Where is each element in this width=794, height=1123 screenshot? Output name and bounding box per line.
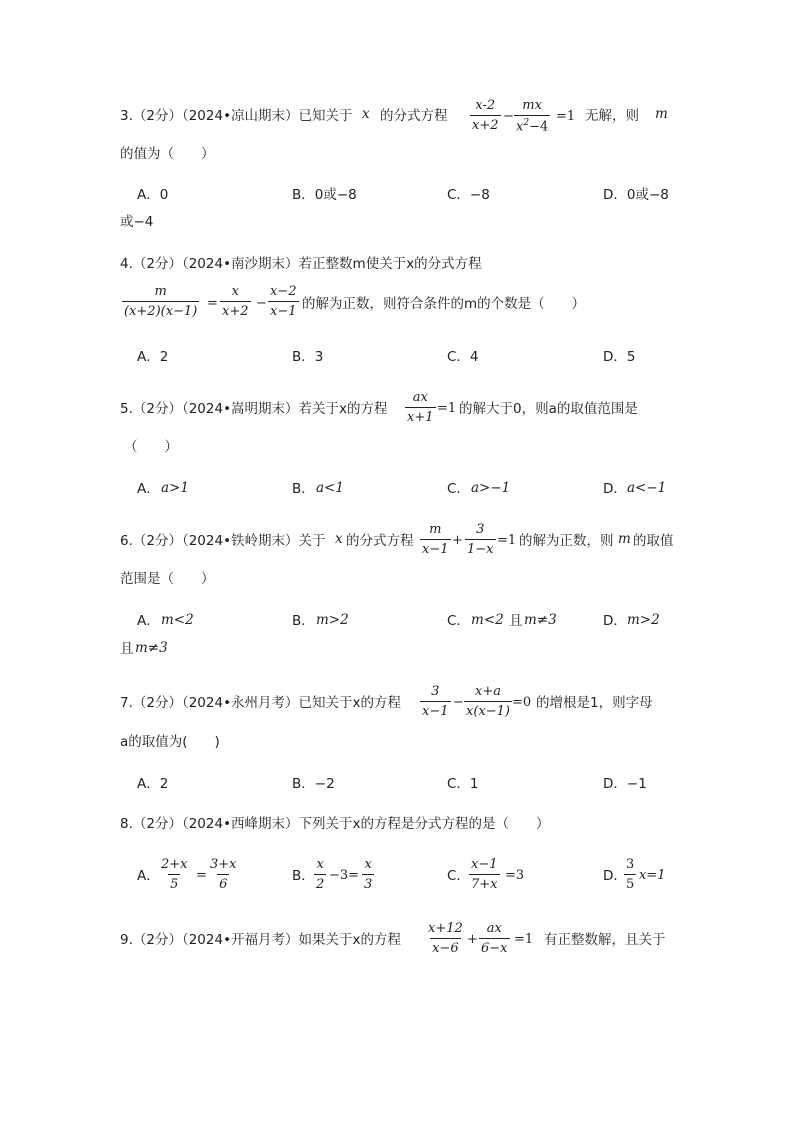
q5-option-b: a<1 bbox=[316, 480, 344, 496]
q5-option-a: a>1 bbox=[161, 480, 189, 496]
q4-minus: − bbox=[256, 296, 267, 311]
q4-fraction-2: $\frac{x}{x+2}$ bbox=[222, 284, 249, 319]
q4-after: 的解为正数，则符合条件的m的个数是（ ） bbox=[302, 296, 586, 312]
q8-b-fraction-2: $\frac{x}{3}$ bbox=[364, 857, 373, 892]
q4-option-d: D．5 bbox=[603, 349, 636, 365]
q7-option-a: A．2 bbox=[137, 776, 169, 792]
q6-mid: 的分式方程 bbox=[346, 533, 414, 549]
q4-stem: 4.（2分）（2024•南沙期末）若正整数m使关于x的分式方程 bbox=[120, 256, 482, 272]
q6-option-a-label: A． bbox=[137, 613, 160, 629]
q7-fraction-1: $\frac{3}{x-1}$ bbox=[422, 684, 449, 719]
q3-option-b: B．0或−8 bbox=[292, 187, 357, 203]
q3-option-d-cont: 或−4 bbox=[120, 214, 154, 230]
q5-fraction: $\frac{ax}{x+1}$ bbox=[407, 390, 434, 425]
q6-rhs: =1 bbox=[497, 533, 517, 548]
q6-fraction-2: $\frac{3}{1-x}$ bbox=[467, 522, 494, 557]
q3-option-d: D．0或−8 bbox=[603, 187, 669, 203]
q6-option-c-2: m≠3 bbox=[524, 612, 557, 628]
q5-option-d: a<−1 bbox=[627, 480, 667, 496]
q8-option-c-label: C． bbox=[447, 868, 470, 884]
q8-option-a-label: A． bbox=[137, 868, 160, 884]
q6-option-d-and: 且 bbox=[120, 641, 134, 657]
q7-option-b: B．−2 bbox=[292, 776, 335, 792]
q9-rhs: =1 bbox=[514, 932, 534, 947]
q3-after: 无解，则 bbox=[585, 108, 639, 124]
q6-after: 的解为正数，则 bbox=[519, 533, 614, 549]
q6-plus: + bbox=[452, 533, 463, 548]
q9-after: 有正整数解，且关于 bbox=[544, 932, 666, 948]
q7-minus: − bbox=[453, 695, 464, 710]
q7-stem: 7.（2分）（2024•永州月考）已知关于x的方程 bbox=[120, 695, 402, 711]
q7-fraction-2: $\frac{x+a}{x(x-1)}$ bbox=[466, 684, 510, 719]
q8-option-b-label: B． bbox=[292, 868, 315, 884]
q6-line2: 范围是（ ） bbox=[120, 571, 215, 587]
q4-eq: = bbox=[207, 296, 218, 311]
q7-after: 的增根是1，则字母 bbox=[536, 695, 653, 711]
q5-rhs: =1 bbox=[437, 401, 457, 416]
q3-minus: − bbox=[503, 109, 514, 124]
q9-stem: 9.（2分）（2024•开福月考）如果关于x的方程 bbox=[120, 932, 402, 948]
q9-fraction-1: $\frac{x+12}{x-6}$ bbox=[428, 921, 463, 956]
q6-option-c-label: C． bbox=[447, 613, 470, 629]
q5-option-c-label: C． bbox=[447, 481, 470, 497]
q5-stem: 5.（2分）（2024•嵩明期末）若关于x的方程 bbox=[120, 401, 388, 417]
q7-option-d: D．−1 bbox=[603, 776, 647, 792]
q8-stem: 8.（2分）（2024•西峰期末）下列关于x的方程是分式方程的是（ ） bbox=[120, 816, 550, 832]
q8-b-fraction-1: $\frac{x}{2}$ bbox=[316, 857, 325, 892]
q8-a-fraction-2: $\frac{3+x}{6}$ bbox=[210, 857, 237, 892]
q5-after: 的解大于0，则a的取值范围是 bbox=[459, 401, 638, 417]
q3-rhs: =1 bbox=[556, 109, 576, 124]
q3-fraction-2: $\frac{mx}{x^2-4}$ bbox=[516, 98, 549, 135]
q8-a-eq: = bbox=[196, 868, 207, 883]
q6-option-b: m>2 bbox=[316, 612, 349, 628]
q3-option-c: C．−8 bbox=[447, 187, 490, 203]
q3-fraction-1: $\frac{x-2}{x+2}$ bbox=[472, 98, 499, 133]
q3-var-m: m bbox=[655, 106, 668, 122]
q4-fraction-lhs: $\frac{m}{(x+2)(x-1)}$ bbox=[124, 284, 198, 319]
q6-option-b-label: B． bbox=[292, 613, 315, 629]
q4-option-a: A．2 bbox=[137, 349, 169, 365]
q8-c-fraction: $\frac{x-1}{7+x}$ bbox=[471, 857, 498, 892]
q6-after2: 的取值 bbox=[633, 533, 674, 549]
q8-a-fraction-1: $\frac{2+x}{5}$ bbox=[161, 857, 188, 892]
q6-var-x: x bbox=[335, 531, 343, 547]
q3-stem: 3.（2分）（2024•凉山期末）已知关于 bbox=[120, 108, 353, 124]
q8-b-mid: −3= bbox=[329, 868, 360, 883]
q9-fraction-2: $\frac{ax}{6-x}$ bbox=[481, 921, 508, 956]
q6-option-a: m<2 bbox=[161, 612, 194, 628]
q3-line2: 的值为（ ） bbox=[120, 146, 215, 162]
q7-line2: a的取值为( ) bbox=[120, 734, 220, 750]
q6-option-d: m>2 bbox=[627, 612, 660, 628]
q8-d-rest: x=1 bbox=[639, 868, 666, 883]
q6-option-d-cont: m≠3 bbox=[135, 640, 168, 656]
q6-var-m: m bbox=[618, 531, 631, 547]
q8-option-d-label: D． bbox=[603, 868, 627, 884]
q8-c-rhs: =3 bbox=[505, 868, 525, 883]
q5-option-b-label: B． bbox=[292, 481, 315, 497]
q5-option-d-label: D． bbox=[603, 481, 627, 497]
q9-plus: + bbox=[467, 932, 478, 947]
q6-option-c-and: 且 bbox=[509, 613, 523, 629]
q5-option-c: a>−1 bbox=[471, 480, 511, 496]
q5-line2: （ ） bbox=[124, 439, 178, 455]
q4-option-c: C．4 bbox=[447, 349, 479, 365]
q6-option-d-label: D． bbox=[603, 613, 627, 629]
q6-stem: 6.（2分）（2024•铁岭期末）关于 bbox=[120, 533, 326, 549]
q3-option-a: A．0 bbox=[137, 187, 169, 203]
q6-option-c-1: m<2 bbox=[471, 612, 504, 628]
q4-option-b: B．3 bbox=[292, 349, 324, 365]
q8-d-fraction: $\frac{3}{5}$ bbox=[626, 857, 635, 892]
q3-mid: 的分式方程 bbox=[380, 108, 448, 124]
q7-option-c: C．1 bbox=[447, 776, 479, 792]
q5-option-a-label: A． bbox=[137, 481, 160, 497]
q6-fraction-1: $\frac{m}{x-1}$ bbox=[422, 522, 449, 557]
q7-rhs: =0 bbox=[512, 695, 532, 710]
q4-fraction-3: $\frac{x-2}{x-1}$ bbox=[270, 284, 297, 319]
q3-var-x: x bbox=[362, 106, 370, 122]
